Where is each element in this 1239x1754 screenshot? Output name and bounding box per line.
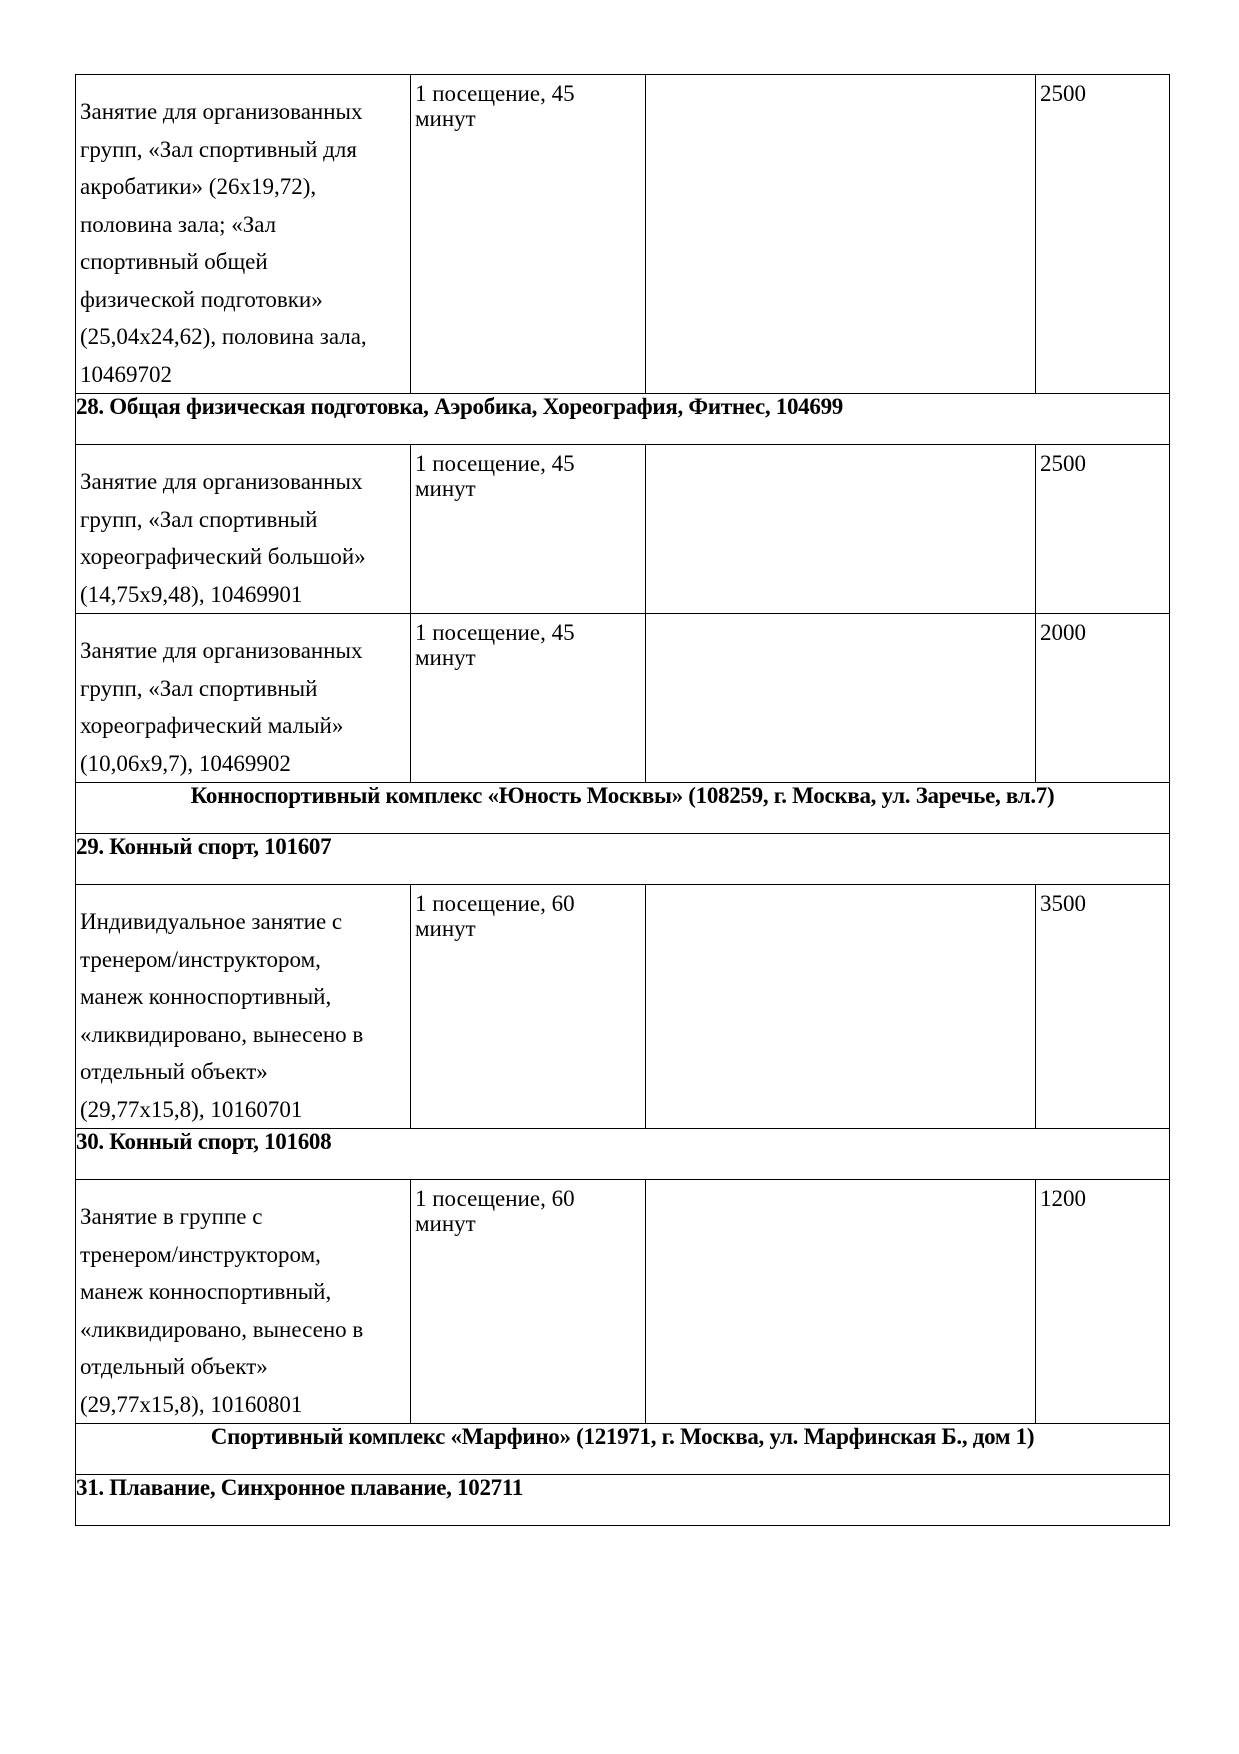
- service-description: Занятие для организованных групп, «Зал спортивный хореографический малый» (10,06х9,7), 10469902: [76, 614, 411, 783]
- section-row: [76, 834, 1170, 885]
- section-title-28: 28. Общая физическая подготовка, Аэробика, Хореография, Фитнес, 104699: [76, 394, 1170, 445]
- venue-row: [76, 1424, 1170, 1475]
- service-description: Занятие для организованных групп, «Зал спортивный хореографический большой» (14,75х9,48), 10469901: [76, 445, 411, 614]
- table-row: [76, 885, 1170, 1129]
- venue-row: [76, 783, 1170, 834]
- empty-cell: [646, 75, 1036, 394]
- table-row: [76, 445, 1170, 614]
- section-row: [76, 394, 1170, 445]
- empty-cell: [646, 1180, 1036, 1424]
- service-description: Индивидуальное занятие с тренером/инструктором, манеж конноспортивный, «ликвидировано, вынесено в отдельный объект» (29,77х15,8), 10160701: [76, 885, 411, 1129]
- service-price: 2000: [1036, 614, 1170, 783]
- price-table: [75, 74, 1170, 1526]
- venue-title-yunost-moskvy: Конноспортивный комплекс «Юность Москвы» (108259, г. Москва, ул. Заречье, вл.7): [76, 783, 1170, 834]
- table-row: [76, 1180, 1170, 1424]
- empty-cell: [646, 445, 1036, 614]
- table-row: [76, 75, 1170, 394]
- table-row: [76, 614, 1170, 783]
- service-duration: 1 посещение, 45 минут: [411, 75, 646, 394]
- empty-cell: [646, 614, 1036, 783]
- section-row: [76, 1129, 1170, 1180]
- service-duration: 1 посещение, 60 минут: [411, 885, 646, 1129]
- service-description: Занятие для организованных групп, «Зал спортивный для акробатики» (26х19,72), половина зала; «Зал спортивный общей физической подготовки» (25,04х24,62), половина зала, 10469702: [76, 75, 411, 394]
- section-title-29: 29. Конный спорт, 101607: [76, 834, 1170, 885]
- section-title-31: 31. Плавание, Синхронное плавание, 102711: [76, 1475, 1170, 1526]
- section-row: [76, 1475, 1170, 1526]
- service-duration: 1 посещение, 60 минут: [411, 1180, 646, 1424]
- empty-cell: [646, 885, 1036, 1129]
- service-price: 1200: [1036, 1180, 1170, 1424]
- venue-title-marfino: Спортивный комплекс «Марфино» (121971, г. Москва, ул. Марфинская Б., дом 1): [76, 1424, 1170, 1475]
- section-title-30: 30. Конный спорт, 101608: [76, 1129, 1170, 1180]
- service-duration: 1 посещение, 45 минут: [411, 445, 646, 614]
- service-price: 2500: [1036, 445, 1170, 614]
- service-price: 2500: [1036, 75, 1170, 394]
- service-duration: 1 посещение, 45 минут: [411, 614, 646, 783]
- service-price: 3500: [1036, 885, 1170, 1129]
- service-description: Занятие в группе с тренером/инструктором, манеж конноспортивный, «ликвидировано, вынесено в отдельный объект» (29,77х15,8), 10160801: [76, 1180, 411, 1424]
